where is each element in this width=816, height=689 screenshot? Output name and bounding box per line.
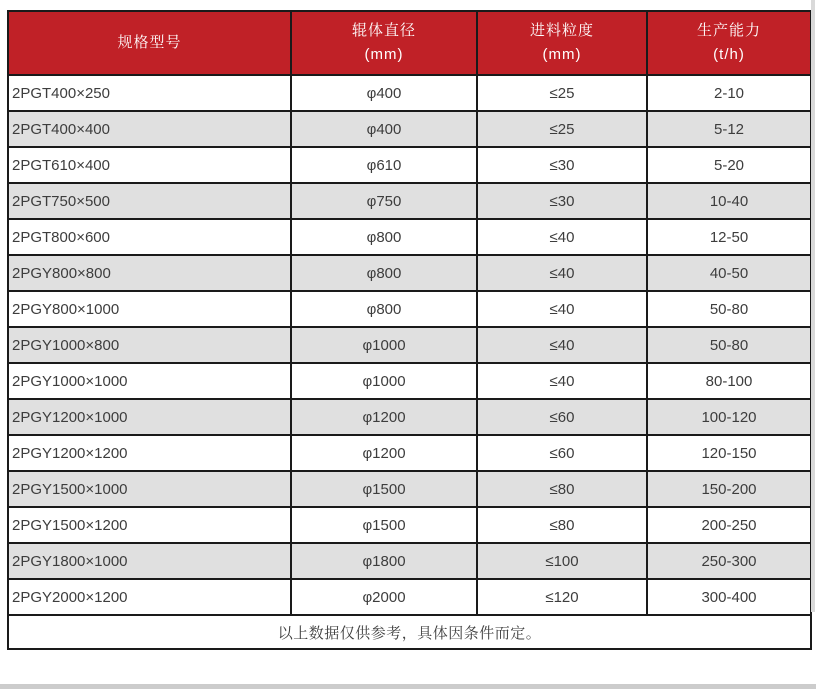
- table-row: [8, 111, 811, 147]
- table-cell: ≤60: [477, 399, 647, 435]
- table-cell: 2PGT610×400: [8, 147, 291, 183]
- table-row: [8, 183, 811, 219]
- table-cell: 2PGY800×800: [8, 255, 291, 291]
- table-cell: φ1000: [291, 327, 477, 363]
- column-header-label: 辊体直径: [351, 22, 416, 39]
- table-cell: 150-200: [647, 471, 811, 507]
- table-row: [8, 579, 811, 615]
- roller-crusher-spec-table: [7, 10, 812, 650]
- table-cell: φ800: [291, 255, 477, 291]
- table-cell: 2PGY1200×1000: [8, 399, 291, 435]
- column-header-2: [477, 11, 647, 75]
- table-cell: φ400: [291, 111, 477, 147]
- table-cell: 2PGY1500×1000: [8, 471, 291, 507]
- table-row: [8, 327, 811, 363]
- table-cell: 2PGY1500×1200: [8, 507, 291, 543]
- table-cell: 2PGT400×250: [8, 75, 291, 111]
- table-cell: 2PGY1800×1000: [8, 543, 291, 579]
- table-cell: 300-400: [647, 579, 811, 615]
- column-header-unit: (mm): [364, 46, 404, 63]
- header-row: [8, 11, 811, 75]
- table-cell: 100-120: [647, 399, 811, 435]
- table-footer: [8, 615, 811, 649]
- table-row: [8, 543, 811, 579]
- table-row: [8, 219, 811, 255]
- table-cell: ≤40: [477, 255, 647, 291]
- table-row: [8, 471, 811, 507]
- table-cell: φ610: [291, 147, 477, 183]
- table-cell: φ1200: [291, 435, 477, 471]
- table-cell: φ2000: [291, 579, 477, 615]
- table-row: [8, 147, 811, 183]
- table-cell: 12-50: [647, 219, 811, 255]
- table-cell: ≤40: [477, 363, 647, 399]
- column-header-unit: (t/h): [713, 46, 745, 63]
- table-cell: 5-20: [647, 147, 811, 183]
- table-cell: 2PGY1200×1200: [8, 435, 291, 471]
- table-cell: ≤80: [477, 471, 647, 507]
- table-cell: ≤30: [477, 147, 647, 183]
- table-cell: φ1800: [291, 543, 477, 579]
- table-cell: 200-250: [647, 507, 811, 543]
- table-cell: ≤40: [477, 291, 647, 327]
- table-cell: ≤25: [477, 75, 647, 111]
- table-cell: φ800: [291, 291, 477, 327]
- table-cell: φ750: [291, 183, 477, 219]
- table-cell: 5-12: [647, 111, 811, 147]
- table-cell: φ800: [291, 219, 477, 255]
- column-header-3: [647, 11, 811, 75]
- footnote-row: [8, 615, 811, 649]
- table-cell: 2PGT400×400: [8, 111, 291, 147]
- column-header-label: 生产能力: [696, 22, 761, 39]
- table-cell: 50-80: [647, 327, 811, 363]
- column-header-label: 进料粒度: [529, 22, 594, 39]
- table-cell: φ400: [291, 75, 477, 111]
- scrollbar-strip: [811, 0, 815, 612]
- table-row: [8, 399, 811, 435]
- bottom-edge-strip: [0, 684, 816, 689]
- column-header-0: [8, 11, 291, 75]
- column-header-1: [291, 11, 477, 75]
- table-cell: ≤60: [477, 435, 647, 471]
- table-row: [8, 255, 811, 291]
- table-row: [8, 363, 811, 399]
- table-row: [8, 291, 811, 327]
- table-cell: 80-100: [647, 363, 811, 399]
- table-row: [8, 507, 811, 543]
- table-cell: 50-80: [647, 291, 811, 327]
- table-cell: 120-150: [647, 435, 811, 471]
- table-cell: ≤80: [477, 507, 647, 543]
- table-header: [8, 11, 811, 75]
- table-cell: 2PGT800×600: [8, 219, 291, 255]
- table-body: [8, 75, 811, 615]
- table-cell: 2PGY800×1000: [8, 291, 291, 327]
- table-cell: 2PGY1000×800: [8, 327, 291, 363]
- table-cell: ≤30: [477, 183, 647, 219]
- table-cell: ≤40: [477, 327, 647, 363]
- table-cell: 2PGY1000×1000: [8, 363, 291, 399]
- table-cell: 2PGT750×500: [8, 183, 291, 219]
- table-cell: 2-10: [647, 75, 811, 111]
- column-header-unit: (mm): [542, 46, 582, 63]
- table-cell: 40-50: [647, 255, 811, 291]
- table-cell: φ1500: [291, 471, 477, 507]
- table-cell: 2PGY2000×1200: [8, 579, 291, 615]
- table-cell: ≤25: [477, 111, 647, 147]
- table-cell: ≤100: [477, 543, 647, 579]
- column-header-label: 规格型号: [117, 34, 182, 51]
- table-row: [8, 75, 811, 111]
- table-cell: 10-40: [647, 183, 811, 219]
- table-cell: ≤40: [477, 219, 647, 255]
- table-row: [8, 435, 811, 471]
- table-cell: φ1200: [291, 399, 477, 435]
- table-cell: 250-300: [647, 543, 811, 579]
- table-cell: ≤120: [477, 579, 647, 615]
- table-cell: φ1000: [291, 363, 477, 399]
- table-footnote: 以上数据仅供参考，具体因条件而定。: [8, 615, 811, 649]
- table-cell: φ1500: [291, 507, 477, 543]
